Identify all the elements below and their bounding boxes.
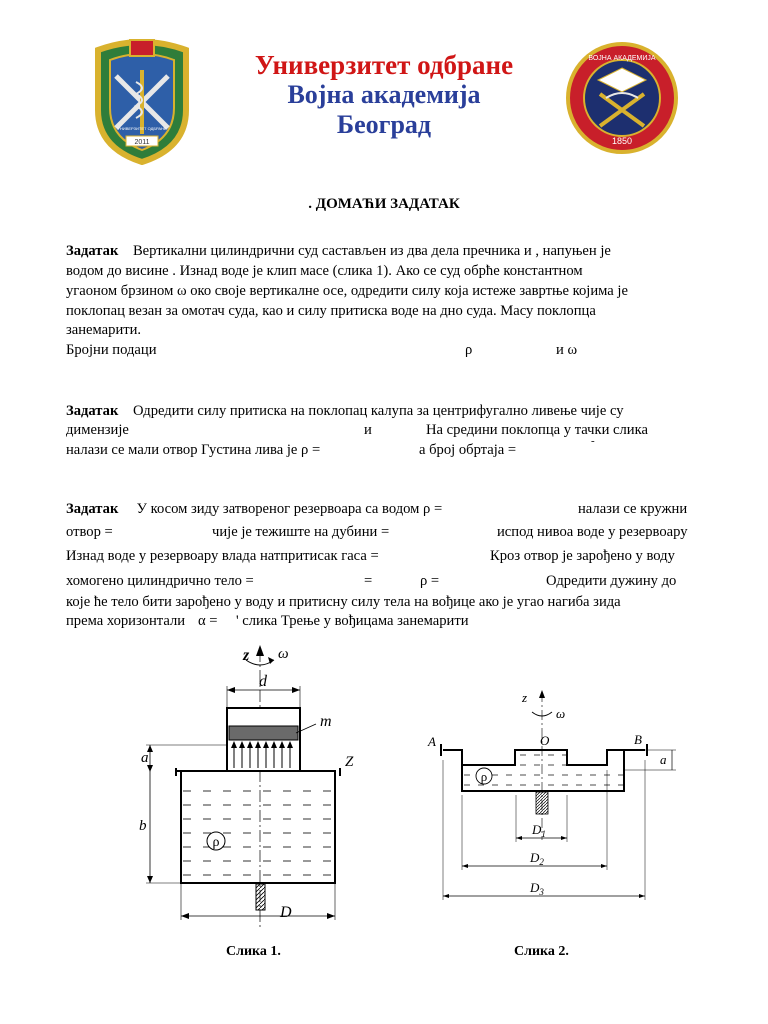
figure1-label-d: d	[259, 673, 267, 690]
svg-text:1850: 1850	[611, 136, 633, 146]
document-title: . ДОМАЋИ ЗАДАТАК	[308, 196, 460, 212]
task2-line3c: -	[591, 435, 595, 447]
task3-line4b: =	[364, 573, 373, 589]
task1-label: Задатак	[66, 243, 119, 259]
figure2-label-omega: ω	[556, 706, 566, 721]
task3-line3a: Изнад воде у резервоару влада натпритисак гаса =	[66, 548, 379, 564]
header-city: Београд	[336, 110, 432, 139]
figure2-drawing	[420, 680, 690, 910]
svg-text:УНИВЕРЗИТЕТ ОДБРАНЕ: УНИВЕРЗИТЕТ ОДБРАНЕ	[117, 126, 167, 131]
task1-data-label: Бројни подаци	[66, 342, 157, 358]
figure1-label-Z: Z	[345, 754, 354, 770]
figure2-label-D1: $D_1$	[532, 822, 546, 839]
task3-line5: које ће тело бити зарођено у воду и притисну силу тела на вођице ако је угао нагиба зида	[66, 594, 621, 610]
task2-line2a: димензије	[66, 422, 129, 438]
task1-line2: водом до висине . Изнад воде је клип масе (слика 1). Ако се суд обрће константном	[66, 263, 583, 279]
figure1-label-a: a	[141, 750, 149, 766]
figure2-label-D2: $D_2$	[530, 850, 544, 867]
figure1-label-z: z	[243, 647, 250, 664]
task1-line1: Задатак Вертикални цилиндрични суд састављен из два дела пречника и , напуњен је	[66, 243, 611, 259]
figure1-label-m: m	[320, 713, 332, 730]
figure2-label-rho: ρ	[480, 769, 488, 784]
task3-line6b: α =	[198, 613, 218, 629]
figure2-label-z: z	[522, 690, 528, 705]
figure2-caption: Слика 2.	[514, 944, 569, 959]
military-academy-crest-logo	[566, 38, 678, 160]
task2-line3b: а број обртаја =	[419, 442, 517, 458]
task1-rho: ρ	[465, 342, 473, 358]
task3-line4a: хомогено цилиндрично тело =	[66, 573, 254, 589]
task2-line3a: налази се мали отвор Густина лива је ρ =	[66, 442, 321, 458]
task3-line4c: ρ =	[420, 573, 440, 589]
figure2-label-A: A	[428, 734, 436, 749]
task3-line1a: Задатак У косом зиду затвореног резервоара са водом ρ =	[66, 501, 443, 517]
task3-line2a: отвор =	[66, 524, 113, 540]
header-academy: Војна академија	[287, 80, 481, 109]
header-university: Универзитет одбране	[254, 50, 514, 80]
task3-line2b: чије је тежиште на дубини =	[212, 524, 390, 540]
figure2-label-B: B	[634, 732, 642, 747]
figure1-drawing	[120, 640, 370, 935]
task1-omega: и ω	[556, 342, 578, 358]
university-crest-logo	[86, 30, 198, 165]
task3-line6c: ' слика Трење у вођицама занемарити	[236, 613, 469, 629]
task2-line1: Задатак Одредити силу притиска на поклопац калупа за центрифугално ливење чије су	[66, 403, 624, 419]
figure2-label-D3: $D_3$	[530, 880, 544, 897]
figure2-label-O: O	[540, 733, 550, 748]
task3-line3b: Кроз отвор је зарођено у воду	[490, 548, 675, 564]
figure1-label-D: D	[280, 904, 292, 921]
figure1-label-b: b	[139, 818, 147, 834]
task1-line5: занемарити.	[66, 322, 142, 338]
svg-text:2011: 2011	[134, 139, 150, 146]
task1-line4: поклопац везан за омотач суда, као и силу притиска воде на дно суда. Масу поклопца	[66, 303, 596, 319]
figure1-caption: Слика 1.	[226, 944, 281, 959]
task2-line2b: и	[364, 422, 372, 438]
figure2-label-a: a	[660, 752, 667, 767]
task1-line3: угаоном брзином ω око своје вертикалне осе, одредити силу која истеже завртње којима је	[66, 283, 628, 299]
figure1-label-omega: ω	[278, 646, 289, 662]
task3-line6a: према хоризонтали	[66, 613, 186, 629]
task3-line1b: налази се кружни	[578, 501, 688, 517]
task2-line2c: На средини поклопца у тачки слика	[426, 422, 648, 438]
task3-line2c: испод нивоа воде у резервоару	[497, 524, 688, 540]
svg-text:ВОЈНА АКАДЕМИЈА: ВОЈНА АКАДЕМИЈА	[588, 55, 656, 62]
task2-label: Задатак	[66, 403, 119, 419]
task3-line4d: Одредити дужину до	[546, 573, 677, 589]
task3-label: Задатак	[66, 501, 119, 517]
figure1-label-rho: ρ	[212, 835, 220, 850]
